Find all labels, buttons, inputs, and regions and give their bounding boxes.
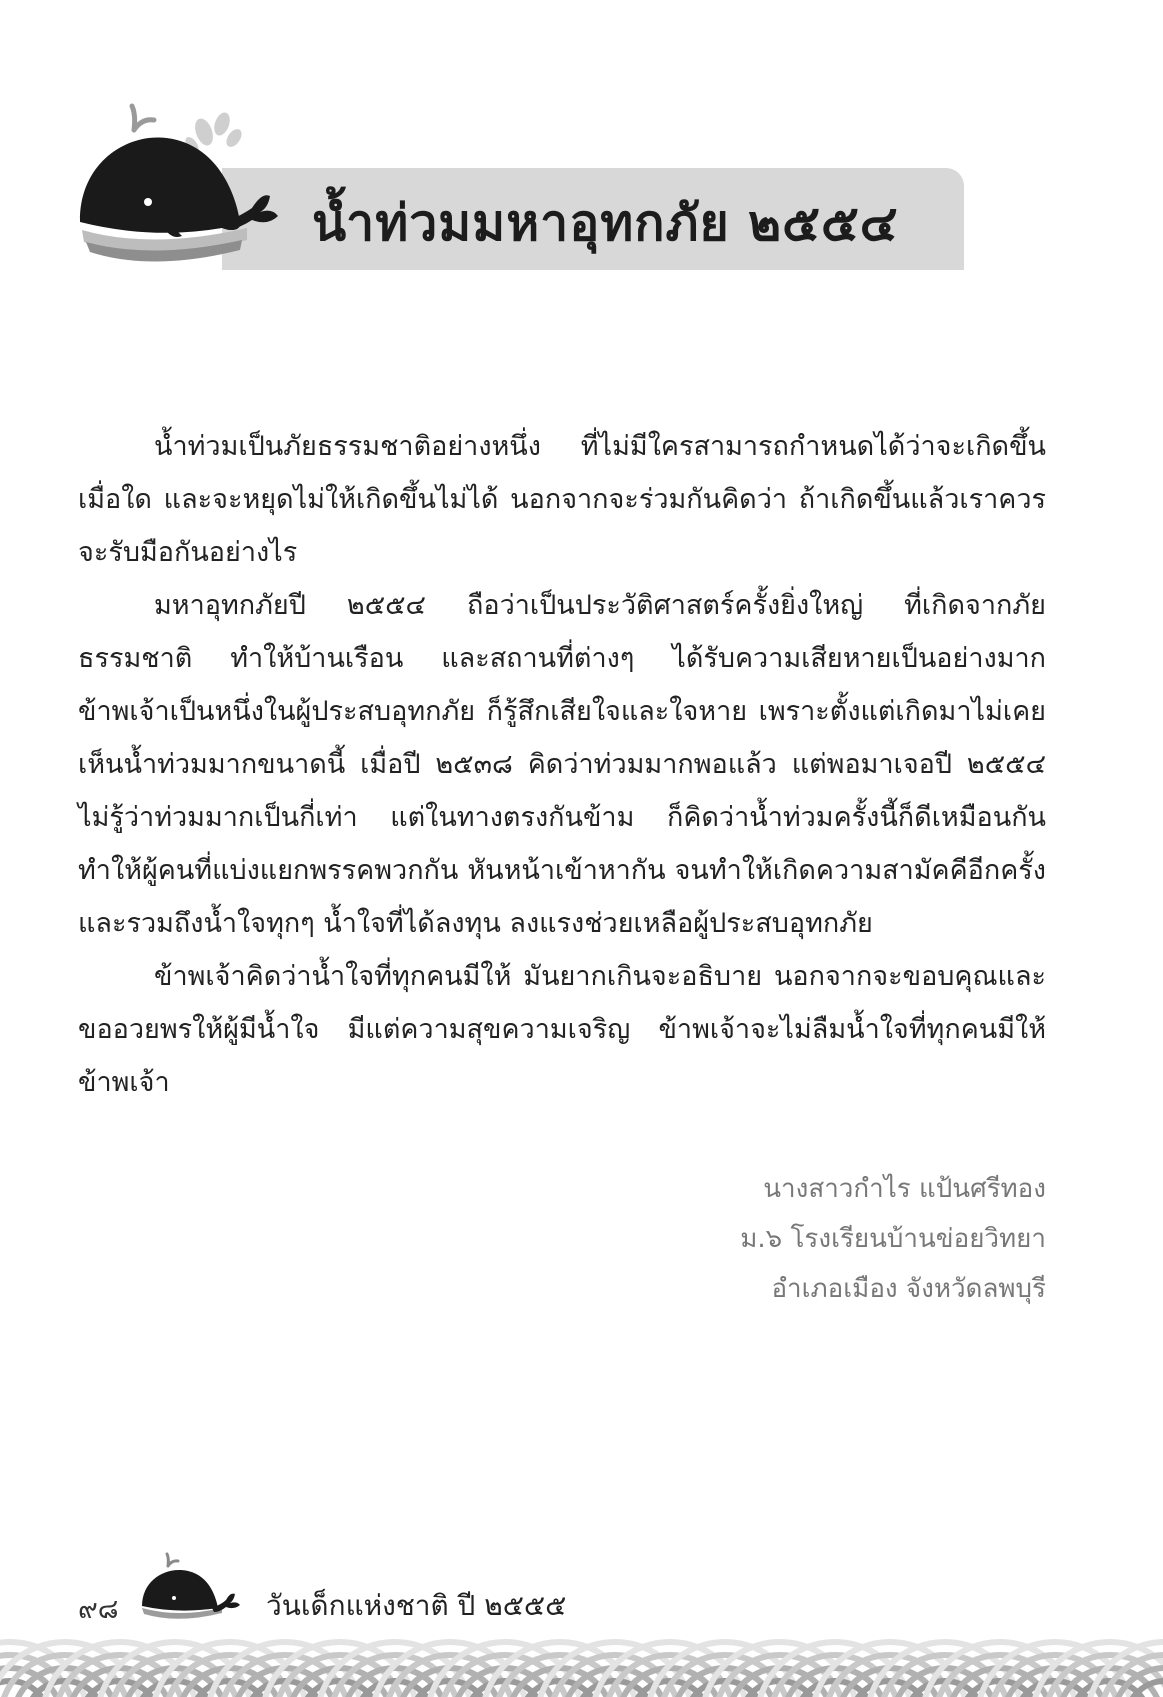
whale-icon — [138, 1552, 248, 1624]
wave-decoration — [0, 1628, 1163, 1697]
author-location: อำเภอเมือง จังหวัดลพบุรี — [771, 1274, 1046, 1304]
page-number: ๙๘ — [78, 1594, 119, 1625]
paragraph: มหาอุทกภัยปี ๒๕๕๔ ถือว่าเป็นประวัติศาสตร์ครั้งยิ่งใหญ่ ที่เกิดจากภัยธรรมชาติ ทำให้บ้านเรือน และสถานที่ต่างๆ ได้รับความเสียหายเป็นอย่างมาก ข้าพเจ้าเป็นหนึ่งในผู้ประสบอุทกภัย ก็รู้สึกเสียใจและใจหาย เพราะตั้งแต่เกิดมาไม่เคยเห็นน้ำท่วมมากขนาดนี้ เมื่อปี ๒๕๓๘ คิดว่าท่วมมากพอแล้ว แต่พอมาเจอปี ๒๕๕๔ ไม่รู้ว่าท่วมมากเป็นกี่เท่า แต่ในทางตรงกันข้าม ก็คิดว่าน้ำท่วมครั้งนี้ก็ดีเหมือนกัน ทำให้ผู้คนที่แบ่งแยกพรรคพวกกัน หันหน้าเข้าหากัน จนทำให้เกิดความสามัคคีอีกครั้ง และรวมถึงน้ำใจทุกๆ น้ำใจที่ได้ลงทุน ลงแรงช่วยเหลือผู้ประสบอุทกภัย — [78, 590, 1046, 939]
author-signature — [740, 1164, 1046, 1314]
book-title: วันเด็กแห่งชาติ ปี ๒๕๕๕ — [266, 1589, 567, 1622]
whale-icon — [72, 100, 302, 275]
paragraph: ข้าพเจ้าคิดว่าน้ำใจที่ทุกคนมีให้ มันยากเกินจะอธิบาย นอกจากจะขอบคุณและขออวยพรให้ผู้มีน้ำใจ มีแต่ความสุขความเจริญ ข้าพเจ้าจะไม่ลืมน้ำใจที่ทุกคนมีให้ข้าพเจ้า — [78, 961, 1046, 1098]
page-title: น้ำท่วมมหาอุทกภัย ๒๕๕๔ — [312, 194, 899, 252]
author-name: นางสาวกำไร แป้นศรีทอง — [763, 1174, 1046, 1204]
article-body — [78, 420, 1046, 1109]
author-school: ม.๖ โรงเรียนบ้านข่อยวิทยา — [740, 1224, 1046, 1254]
paragraph: น้ำท่วมเป็นภัยธรรมชาติอย่างหนึ่ง ที่ไม่มีใครสามารถกำหนดได้ว่าจะเกิดขึ้นเมื่อใด และจะหยุดไม่ให้เกิดขึ้นไม่ได้ นอกจากจะร่วมกันคิดว่า ถ้าเกิดขึ้นแล้วเราควรจะรับมือกันอย่างไร — [78, 431, 1046, 568]
